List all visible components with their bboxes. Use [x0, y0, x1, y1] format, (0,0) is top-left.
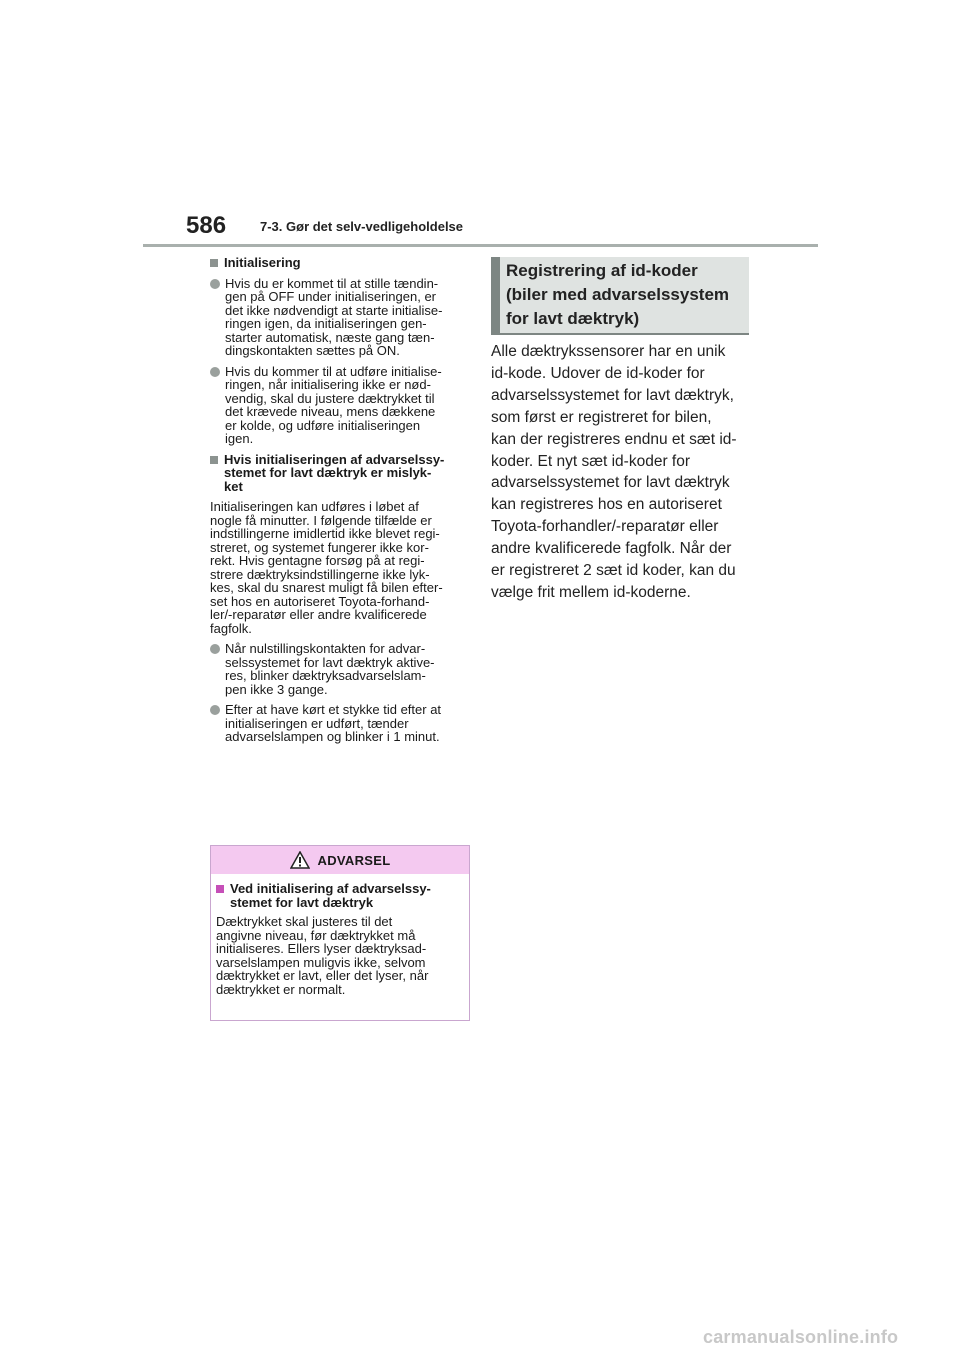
list-item — [210, 277, 468, 358]
warning-header — [211, 846, 469, 874]
list-item — [210, 642, 468, 696]
round-bullet-icon — [210, 705, 220, 715]
bullet-text: Hvis du er kommet til at stille tændin- gen på OFF under initialiseringen, er det ikke nødvendigt at starte initialise- ringen igen, da initialiseringen gen- starter automatisk, næste gang tæn- dingskontakten sættes på ON. — [225, 275, 443, 358]
section-header: 7-3. Gør det selv-vedligeholdelse — [260, 219, 464, 234]
header-divider — [143, 244, 818, 247]
left-column — [210, 256, 468, 751]
init-heading — [210, 256, 468, 270]
fail-heading-text: Hvis initialiseringen af advarselssy- stemet for lavt dæktryk er mislyk- ket — [224, 451, 445, 494]
square-bullet-icon — [210, 259, 218, 267]
section-title: Registrering af id-koder (biler med advarselssystem for lavt dæktryk) — [491, 257, 749, 335]
bullet-text: Når nulstillingskontakten for advar- selssystemet for lavt dæktryk aktive- res, blinker dæktryksadvarselslam- pen ikke 3 gange. — [225, 641, 435, 697]
section-body: Alle dæktrykssensorer har en unik id-kode. Udover de id-koder for advarselssystemet for lavt dæktryk, som først er registreret for bilen, kan der registreres endnu et sæt id- koder. Et nyt sæt id-koder for advarselssystemet for lavt dæktryk kan registreres hos en autoriseret Toyota-forhandler/-reparatør eller andre kvalificerede fagfolk. Når der er registreret 2 sæt id koder, kan du vælge frit mellem id-koderne. — [491, 343, 737, 601]
square-bullet-icon — [216, 885, 224, 893]
warning-box — [210, 845, 470, 1021]
warning-subheading — [216, 882, 464, 909]
warning-subheading-text: Ved initialisering af advarselssy- stemet for lavt dæktryk — [230, 881, 431, 910]
bullet-text: Hvis du kommer til at udføre initialise- ringen, når initialisering ikke er nød- vendig, skal du justere dæktrykket til det krævede niveau, mens dækkene er kolde, og udføre initialiseringen igen. — [225, 363, 442, 446]
warning-body — [211, 874, 469, 996]
watermark: carmanualsonline.info — [703, 1327, 899, 1347]
round-bullet-icon — [210, 367, 220, 377]
bullet-text: Efter at have kørt et stykke tid efter at initialiseringen er udført, tænder advarselslampen og blinker i 1 minut. — [225, 702, 442, 744]
warning-text: Dæktrykket skal justeres til det angivne niveau, før dæktrykket må initialiseres. Ellers lyser dæktryksad- varselslampen muligvis ikke, selvom dæktrykket er lavt, eller det lyser, når dæktrykket er normalt. — [216, 914, 429, 997]
fail-heading — [210, 453, 468, 494]
list-item — [210, 365, 468, 446]
warning-title: ADVARSEL — [317, 852, 391, 868]
square-bullet-icon — [210, 456, 218, 464]
init-heading-text: Initialisering — [224, 255, 301, 270]
list-item — [210, 703, 468, 744]
round-bullet-icon — [210, 279, 220, 289]
warning-triangle-icon — [290, 851, 310, 869]
fail-paragraph: Initialiseringen kan udføres i løbet af nogle få minutter. I følgende tilfælde er indstillingerne imidlertid ikke blevet regi- streret, og systemet fungerer ikke kor- rekt. Hvis gentagne forsøg på at regi- strere dæktryksindstillingerne ikke lyk- kes, skal du snarest muligt få bilen efter- set hos en autoriseret Toyota-forhand- ler/-reparatør eller andre kvalificerede fagfolk. — [210, 499, 443, 636]
page-number: 586 — [186, 212, 227, 239]
round-bullet-icon — [210, 644, 220, 654]
